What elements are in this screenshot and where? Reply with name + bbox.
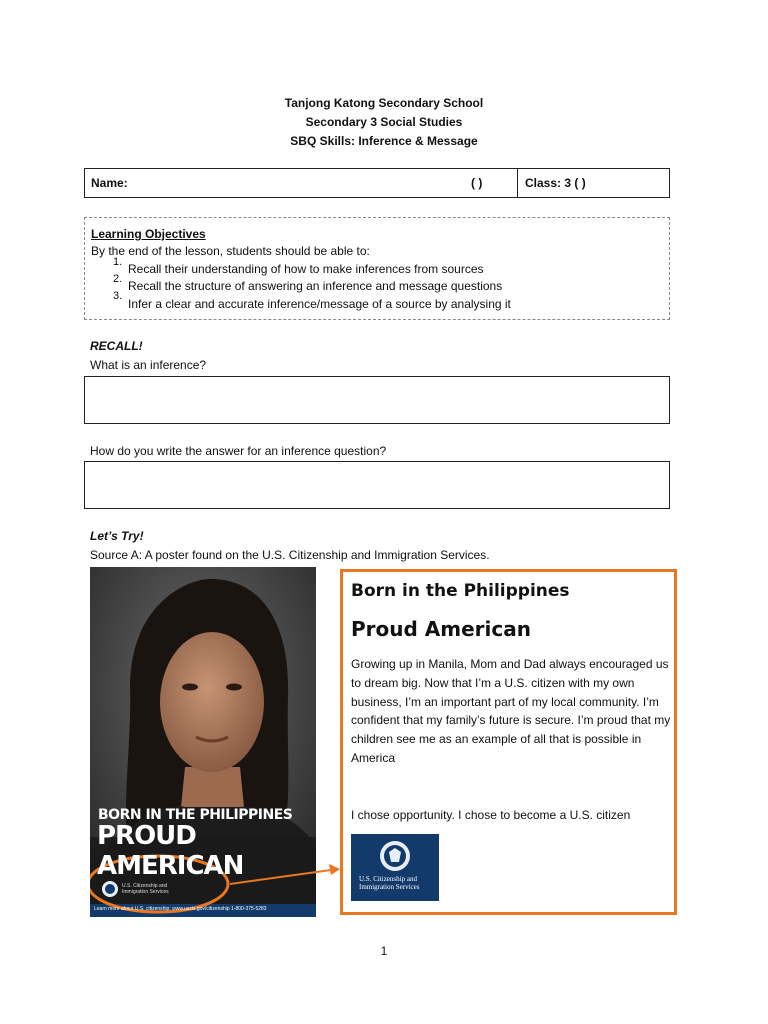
poster-footer: Learn more about U.S. citizenship: www.uscis.gov/citizenship 1-800-375-5283 [94,906,267,912]
objective-item: Recall their understanding of how to make inferences from sources [128,262,484,276]
question-inference: What is an inference? [90,358,207,372]
objectives-intro: By the end of the lesson, students should be able to: [91,244,370,258]
poster-line1: BORN IN THE PHILIPPINES [98,807,293,823]
poster-line2: PROUD AMERICAN [97,821,244,881]
question-structure: How do you write the answer for an inference question? [90,444,387,458]
card-title-2: Proud American [351,617,531,641]
arrow-connector [228,860,343,890]
poster-agency: U.S. Citizenship and Immigration Services [122,883,169,895]
recall-heading: RECALL! [90,339,143,353]
index-parens: ( ) [471,176,483,190]
uscis-logo [351,834,439,901]
objectives-title: Learning Objectives [91,227,206,241]
answer-box-2[interactable] [84,461,670,509]
objective-number: 3. [113,290,123,302]
objective-number: 1. [113,256,123,268]
school-name: Tanjong Katong Secondary School [284,96,484,110]
dhs-seal-icon [351,834,439,874]
course-name: Secondary 3 Social Studies [305,115,463,129]
class-label: Class: 3 ( ) [525,176,586,190]
objective-item: Recall the structure of answering an inference and message questions [128,279,503,293]
topic-title: SBQ Skills: Inference & Message [290,134,478,148]
card-body: Growing up in Manila, Mom and Dad always encouraged us to dream big. Now that I’m a U.S. citizen with my own business, I’m an important part of my local community. I’m confident that my family’s future is secure. I’m proud that my children see me as an example of all that is possible in America [351,657,671,765]
name-box-divider [517,169,518,197]
document-header [0,94,768,151]
source-a-caption: Source A: A poster found on the U.S. Citizenship and Immigration Services. [90,548,490,562]
learning-objectives-box [84,217,670,320]
objective-item: Infer a clear and accurate inference/message of a source by analysing it [128,297,511,311]
poster-text-card [340,569,677,915]
uscis-logo-text: U.S. Citizenship and Immigration Services [359,875,420,891]
name-class-box [84,168,670,198]
card-title-1: Born in the Philippines [351,581,570,601]
name-label: Name: [91,176,128,190]
answer-box-1[interactable] [84,376,670,424]
objective-number: 2. [113,273,123,285]
page-number: 1 [380,944,388,958]
card-closing: I chose opportunity. I chose to become a U.S. citizen [351,808,631,822]
lets-try-heading: Let’s Try! [90,529,144,543]
